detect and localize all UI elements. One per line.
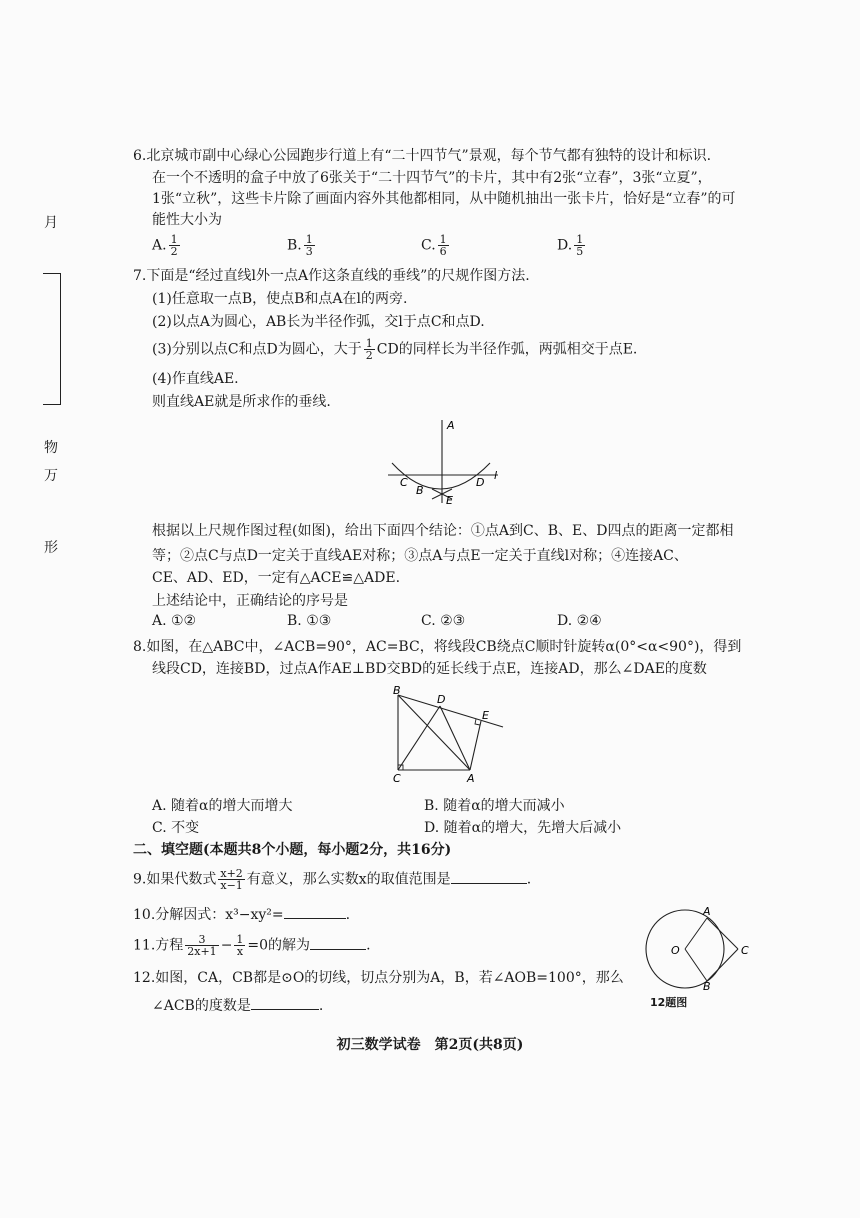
q8-option-c: C. 不变 [152,820,200,836]
q6-option-b: B. $\frac{1}{3}$ [287,233,313,258]
q7-construction-figure [380,415,510,510]
q7-conclusion: 则直线AE就是所求作的垂线. [152,394,331,410]
label-b: B [393,684,401,697]
radius-oa [685,918,707,949]
q6-line-2: 在一个不透明的盒子中放了6张关于“二十四节气”的卡片，其中有2张“立春”，3张“立夏”， [152,170,712,186]
margin-bracket [43,273,61,405]
label-e: E [482,709,489,722]
margin-char-3: 形 [44,540,58,556]
section-2-heading: 二、填空题(本题共8个小题，每小题2分，共16分) [133,842,452,858]
tangent-ca [707,918,738,949]
q6-option-d: D. $\frac{1}{5}$ [557,233,584,258]
label-b: B [703,980,711,991]
label-o: O [671,944,680,957]
segment-ae [470,721,481,770]
q7-step-1: (1)任意取一点B，使点B和点A在l的两旁. [152,291,408,307]
label-d: D [437,693,446,706]
q12-line-2: ∠ACB的度数是 . [152,995,323,1016]
segment-cd [398,706,440,770]
label-a: A [467,772,475,785]
margin-char-2: 万 [44,468,58,484]
q8-option-d: D. 随着α的增大，先增大后减小 [424,820,622,836]
q7-body-4: 上述结论中，正确结论的序号是 [152,593,348,609]
q7-option-c: C. ②③ [421,613,466,629]
answer-blank[interactable] [310,935,366,950]
tangent-cb [707,949,738,981]
q9-line: 9.如果代数式 $\frac{x+2}{x-1}$ 有意义，那么实数x的取值范围是 . [133,867,532,892]
q7-body-1: 根据以上尺规作图过程(如图)，给出下面四个结论：①点A到C、B、E、D四点的距离一定都相 [152,523,734,539]
page-footer: 初三数学试卷 第2页(共8页) [336,1037,524,1053]
q8-line-2: 线段CD，连接BD，过点A作AE⊥BD交BD的延长线于点E，连接AD，那么∠DAE的度数 [152,661,707,677]
q7-option-b: B. ①③ [287,613,332,629]
label-b: B [416,484,424,497]
label-c: C [393,772,401,785]
q7-line-1: 7.下面是“经过直线l外一点A作这条直线的垂线”的尺规作图方法. [133,268,530,284]
q12-line-1: 12.如图，CA，CB都是⊙O的切线，切点分别为A，B，若∠AOB=100°，那么 [133,970,624,986]
q6-line-4: 能性大小为 [152,212,222,228]
q7-step-4: (4)作直线AE. [152,371,239,387]
q10-line: 10.分解因式：x³−xy²= . [133,904,350,925]
margin-month-char: 月 [44,215,58,231]
q8-option-b: B. 随着α的增大而减小 [424,798,565,814]
q7-option-a: A. ①② [152,613,197,629]
answer-blank[interactable] [451,869,527,884]
q7-option-d: D. ②④ [557,613,602,629]
label-c: C [400,476,408,489]
q7-step-2: (2)以点A为圆心，AB长为半径作弧，交l于点C和点D. [152,314,485,330]
label-c: C [741,944,749,957]
q12-tangent-figure [637,905,757,991]
label-a: A [447,419,455,432]
q6-line-1: 6.北京城市副中心绿心公园跑步行道上有“二十四节气”景观，每个节气都有独特的设计和标识. [133,148,712,164]
answer-blank[interactable] [284,904,346,919]
q8-option-a: A. 随着α的增大而增大 [152,798,293,814]
q7-body-2: 等；②点C与点D一定关于直线AE对称；③点A与点E一定关于直线l对称；④连接AC、 [152,548,688,564]
label-a: A [703,905,711,918]
label-e: E [446,494,453,507]
q6-option-a: A. $\frac{1}{2}$ [152,233,178,258]
radius-ob [685,949,707,981]
q7-body-3: CE、AD、ED，一定有△ACE≌△ADE. [152,570,401,586]
q8-line-1: 8.如图，在△ABC中，∠ACB=90°，AC=BC，将线段CB绕点C顺时针旋转α(0°<α<90°)，得到 [133,639,742,655]
margin-char-1: 物 [44,440,58,456]
q6-line-3: 1张“立秋”，这些卡片除了画面内容外其他都相同，从中随机抽出一张卡片，恰好是“立春”的可 [152,191,736,207]
q6-option-c: C. $\frac{1}{6}$ [421,233,447,258]
q12-figure-caption: 12题图 [650,996,688,1009]
q7-step-3: (3)分别以点C和点D为圆心，大于 $\frac{1}{2}$ CD的同样长为半径作弧，两弧相交于点E. [152,337,638,362]
q11-line: 11.方程 $\frac{3}{2x+1}$ − $\frac{1}{x}$ =0的解为 . [133,933,371,958]
label-d: D [476,476,485,489]
q8-rotation-figure [385,683,515,785]
label-l: l [494,469,498,482]
answer-blank[interactable] [251,995,319,1010]
